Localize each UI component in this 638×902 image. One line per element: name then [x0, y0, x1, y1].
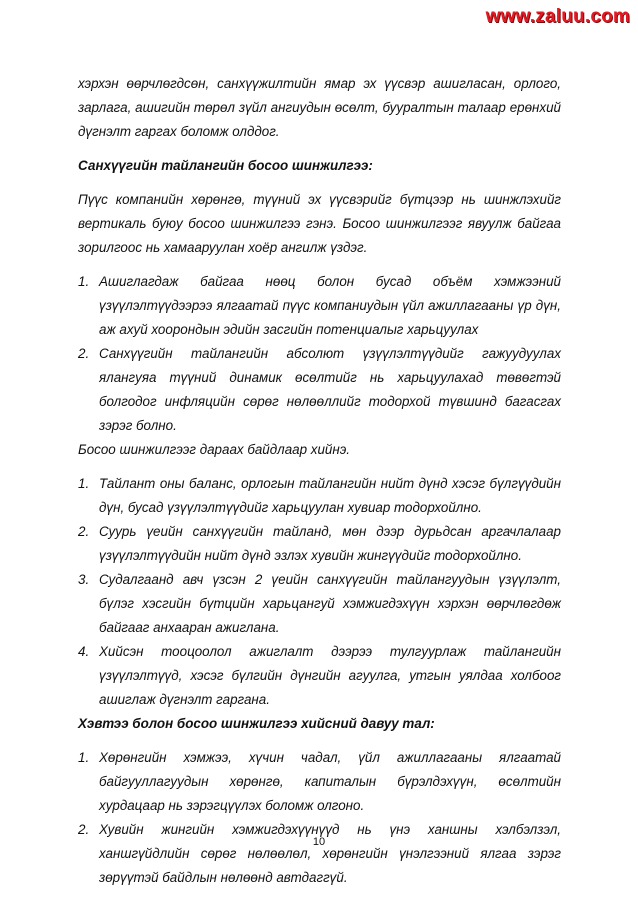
list-item-text: Судалгаанд авч үзсэн 2 үеийн санхүүгийн тайлангуудын үзүүлэлт, бүлэг хэсгийн бүтцийн харьцангуй хэмжигдэхүүн хэрхэн өөрчлөгдөж байгааг анхааран ажиглана.	[99, 572, 561, 635]
section-heading-vertical-analysis: Санхүүгийн тайлангийн босоо шинжилгээ:	[78, 158, 373, 173]
list-number: 2.	[78, 822, 90, 837]
list-number: 2.	[78, 524, 90, 539]
list-number: 2.	[78, 346, 90, 361]
list-item-text: Хөрөнгийн хэмжээ, хүчин чадал, үйл ажиллагааны ялгаатай байгууллагуудын хөрөнгө, капиталын бүрэлдэхүүн, өсөлтийн хурдацаар нь зэрэгцүүлэх боломж олгоно.	[99, 750, 561, 813]
list-item-text: Тайлант оны баланс, орлогын тайлангийн нийт дүнд хэсэг бүлгүүдийн дүн, бусад үзүүлэлтүүдийг харьцуулан хувиар тодорхойлно.	[99, 476, 561, 515]
list-item	[78, 342, 561, 438]
lead-paragraph: хэрхэн өөрчлөгдсөн, санхүүжилтийн ямар эх үүсвэр ашигласан, орлого, зарлага, ашигийн төрөл зүйл ангиудын өсөлт, бууралтын талаар ерөнхий дүгнэлт гаргах боломж олддог.	[78, 76, 561, 139]
list-item	[78, 818, 561, 890]
list-item	[78, 746, 561, 818]
page-number: 10	[312, 836, 326, 848]
list-item	[78, 270, 561, 342]
list-number: 1.	[78, 274, 90, 289]
advantages-list	[78, 746, 561, 890]
list-item	[78, 472, 561, 520]
list-item	[78, 568, 561, 640]
watermark-logo[interactable]: www.zaluu.com	[485, 6, 630, 27]
list-number: 1.	[78, 476, 90, 491]
purpose-list	[78, 270, 561, 438]
section-heading-advantages: Хэвтээ болон босоо шинжилгээ хийсний давуу тал:	[78, 716, 435, 731]
list-item-text: Хийсэн тооцоолол ажиглалт дээрээ тулгуурлаж тайлангийн үзүүлэлтүүд, хэсэг бүлгийн дүнгийн агуулга, утгын уялдаа холбоог ашиглаж дүгнэлт гаргана.	[99, 644, 561, 707]
list-item-text: Суурь үеийн санхүүгийн тайланд, мөн дээр дурьдсан аргачлалаар үзүүлэлтүүдийн нийт дүнд эзлэх хувийн жингүүдийг тодорхойлно.	[99, 524, 561, 563]
list-number: 4.	[78, 644, 90, 659]
list-item-text: Хувийн жингийн хэмжигдэхүүнүүд нь үнэ ханшны хэлбэлзэл, ханшгүйдлийн сөрөг нөлөөлөл, хөрөнгийн үнэлгээний ялгаа зэрэг зөрүүтэй байдлын нөлөөнд автдаггүй.	[99, 822, 561, 885]
procedure-list	[78, 472, 561, 712]
list-number: 3.	[78, 572, 90, 587]
document-body	[78, 72, 561, 890]
list-item	[78, 520, 561, 568]
list-item-text: Санхүүгийн тайлангийн абсолют үзүүлэлтүүдийг гажуудуулах ялангуяа түүний динамик өсөлтийг нь харьцуулахад төвөгтэй болгодог инфляцийн сөрөг нөлөөллийг тодорхой түвшинд багасгах зэрэг болно.	[99, 346, 561, 433]
list-item	[78, 640, 561, 712]
list-number: 1.	[78, 750, 90, 765]
procedure-intro: Босоо шинжилгээг дараах байдлаар хийнэ.	[78, 442, 351, 457]
list-item-text: Ашиглагдаж байгаа нөөц болон бусад объём хэмжээний үзүүлэлтүүдээрээ ялгаатай пүүс компаниудын үйл ажиллагааны үр дүн, аж ахуй хоорондын эдийн засгийн потенциалыг харьцуулах	[99, 274, 561, 337]
section-intro-paragraph: Пүүс компанийн хөрөнгө, түүний эх үүсвэрийг бүтцээр нь шинжлэхийг вертикаль буюу босоо шинжилгээ гэнэ. Босоо шинжилгээг явуулж байгаа зорилгоос нь хамааруулан хоёр ангилж үздэг.	[78, 192, 561, 255]
